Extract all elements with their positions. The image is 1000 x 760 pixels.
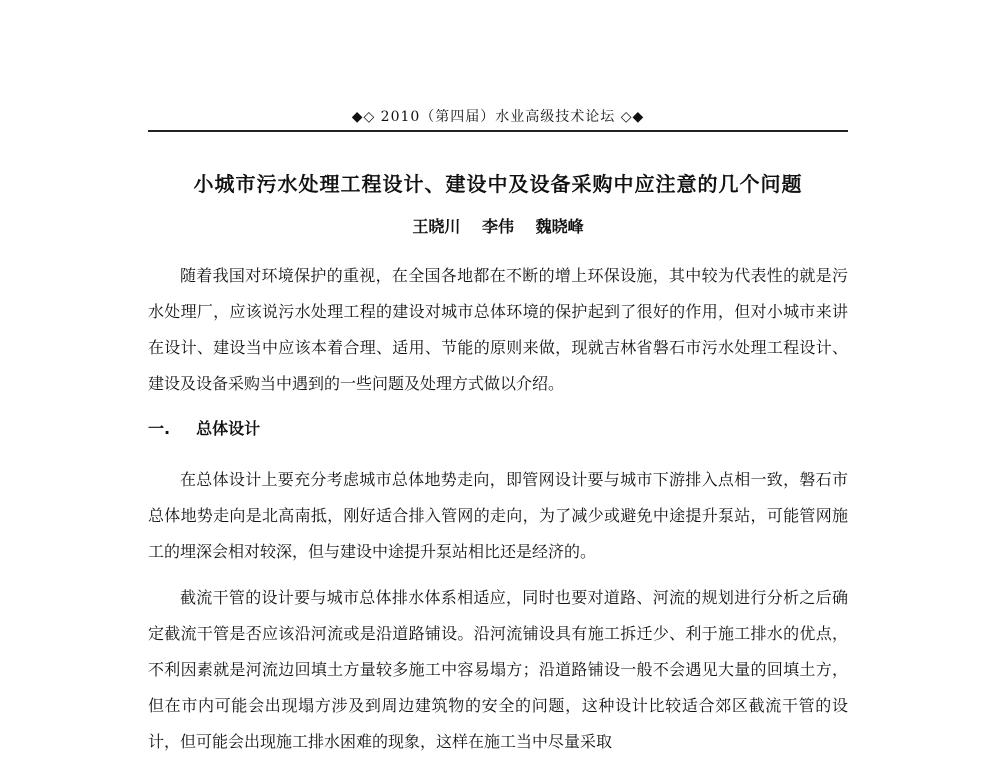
body-paragraph: 在总体设计上要充分考虑城市总体地势走向，即管网设计要与城市下游排入点相一致，磐石市总体地势走向是北高南抵，刚好适合排入管网的走向，为了减少或避免中途提升泵站，可能管网施工的埋深会相对较深，但与建设中途提升泵站相比还是经济的。 <box>148 470 848 561</box>
intro-paragraph: 随着我国对环境保护的重视，在全国各地都在不断的增上环保设施，其中较为代表性的就是污水处理厂，应该说污水处理工程的建设对城市总体环境的保护起到了很好的作用，但对小城市来讲在设计、建设当中应该本着合理、适用、节能的原则来做，现就吉林省磐石市污水处理工程设计、建设及设备采购当中遇到的一些问题及处理方式做以介绍。 <box>148 266 848 393</box>
author-name: 李伟 <box>481 217 514 236</box>
author-list <box>148 214 848 237</box>
section-heading <box>148 414 848 444</box>
author-name: 魏晓峰 <box>535 217 584 236</box>
section-title: 总体设计 <box>196 419 261 438</box>
body-paragraph: 截流干管的设计要与城市总体排水体系相适应，同时也要对道路、河流的规划进行分析之后确定截流干管是否应该沿河流或是沿道路铺设。沿河流铺设具有施工拆迁少、利于施工排水的优点，不利因素就是河流边回填土方量较多施工中容易塌方；沿道路铺设一般不会遇见大量的回填土方，但在市内可能会出现塌方涉及到周边建筑物的安全的问题，这种设计比较适合郊区截流干管的设计，但可能会出现施工排水困难的现象，这样在施工当中尽量采取 <box>148 588 848 751</box>
header-rule <box>148 130 848 132</box>
section-number: 一. <box>148 419 171 438</box>
article-title: 小城市污水处理工程设计、建设中及设备采购中应注意的几个问题 <box>193 172 803 196</box>
author-name: 王晓川 <box>412 217 461 236</box>
page-header: ◆◇ 2010（第四届）水业高级技术论坛 ◇◆ <box>351 109 645 125</box>
